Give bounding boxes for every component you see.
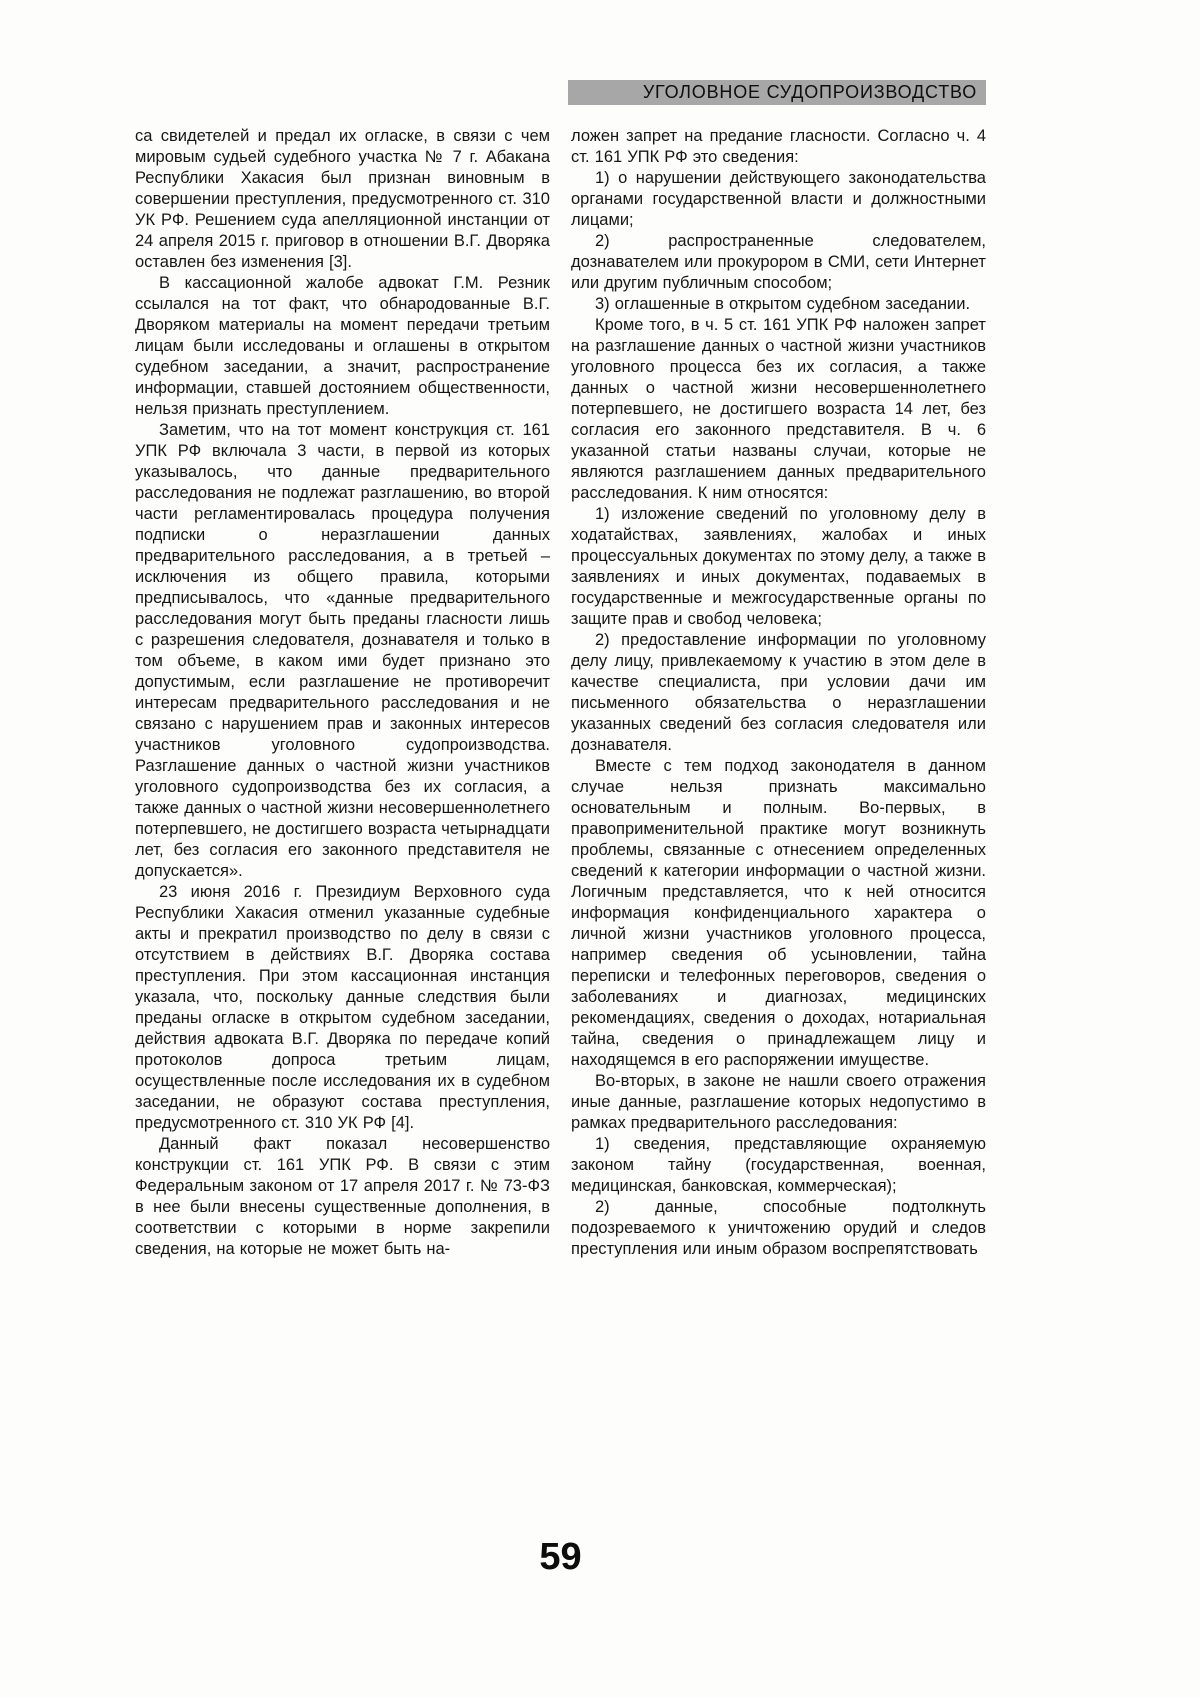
- right-column: [571, 126, 986, 1260]
- left-column: [135, 126, 550, 1260]
- text-columns: [135, 126, 986, 1260]
- paragraph: 2) предоставление информации по уголовному делу лицу, привлекаемому к участию в этом деле в качестве специалиста, при условии дачи им письменного обязательства о неразглашении указанных сведений без согласия следователя или дознавателя.: [571, 631, 986, 754]
- paragraph: Вместе с тем подход законодателя в данном случае нельзя признать максимально основательным и полным. Во-первых, в правоприменительной практике могут возникнуть проблемы, связанные с отнесением определенных сведений к категории информации о частной жизни. Логичным представляется, что к ней относится информация конфиденциального характера о личной жизни участников уголовного процесса, например сведения об усыновлении, тайна переписки и телефонных переговоров, сведения о заболеваниях и диагнозах, медицинских рекомендациях, сведения о доходах, нотариальная тайна, сведения о принадлежащем лицу и находящемся в его распоряжении имуществе.: [571, 757, 986, 1069]
- section-header-bar: [568, 80, 986, 105]
- paragraph: Данный факт показал несовершенство конструкции ст. 161 УПК РФ. В связи с этим Федеральным законом от 17 апреля 2017 г. № 73-ФЗ в нее были внесены существенные дополнения, в соответствии с которыми в норме закрепили сведения, на которые не может быть на-: [135, 1135, 550, 1258]
- paragraph: 2) распространенные следователем, дознавателем или прокурором в СМИ, сети Интернет или другим публичным способом;: [571, 232, 986, 292]
- paragraph: Заметим, что на тот момент конструкция ст. 161 УПК РФ включала 3 части, в первой из которых указывалось, что данные предварительного расследования не подлежат разглашению, во второй части регламентировалась процедура получения подписки о неразглашении данных предварительного расследования, а в третьей – исключения из общего правила, которыми предписывалось, что «данные предварительного расследования могут быть преданы гласности лишь с разрешения следователя, дознавателя и только в том объеме, в каком ими будет признано это допустимым, если разглашение не противоречит интересам предварительного расследования и не связано с нарушением прав и законных интересов участников уголовного судопроизводства. Разглашение данных о частной жизни участников уголовного судопроизводства без их согласия, а также данных о частной жизни несовершеннолетнего потерпевшего, не достигшего возраста четырнадцати лет, без согласия его законного представителя не допускается».: [135, 421, 550, 880]
- paragraph: 1) изложение сведений по уголовному делу в ходатайствах, заявлениях, жалобах и иных процессуальных документах по этому делу, а также в заявлениях и иных документах, подаваемых в государственные и межгосударственные органы по защите прав и свобод человека;: [571, 505, 986, 628]
- paragraph: 1) сведения, представляющие охраняемую законом тайну (государственная, военная, медицинская, банковская, коммерческая);: [571, 1135, 986, 1195]
- paragraph: са свидетелей и предал их огласке, в связи с чем мировым судьей судебного участка № 7 г. Абакана Республики Хакасия был признан виновным в совершении преступления, предусмотренного ст. 310 УК РФ. Решением суда апелляционной инстанции от 24 апреля 2015 г. приговор в отношении В.Г. Дворяка оставлен без изменения [3].: [135, 127, 550, 271]
- paragraph: 1) о нарушении действующего законодательства органами государственной власти и должностными лицами;: [571, 169, 986, 229]
- paragraph: 23 июня 2016 г. Президиум Верховного суда Республики Хакасия отменил указанные судебные акты и прекратил производство по делу в связи с отсутствием в действиях В.Г. Дворяка состава преступления. При этом кассационная инстанция указала, что, поскольку данные следствия были преданы огласке в открытом судебном заседании, действия адвоката В.Г. Дворяка по передаче копий протоколов допроса третьим лицам, осуществленные после исследования их в судебном заседании, не образуют состава преступления, предусмотренного ст. 310 УК РФ [4].: [135, 883, 550, 1132]
- paragraph: Во-вторых, в законе не нашли своего отражения иные данные, разглашение которых недопустимо в рамках предварительного расследования:: [571, 1072, 986, 1132]
- page-number: 59: [539, 1536, 582, 1578]
- paragraph: В кассационной жалобе адвокат Г.М. Резник ссылался на тот факт, что обнародованные В.Г. Дворяком материалы на момент передачи третьим лицам были исследованы и оглашены в открытом судебном заседании, а значит, распространение информации, ставшей достоянием общественности, нельзя признать преступлением.: [135, 274, 550, 418]
- paragraph: 3) оглашенные в открытом судебном заседании.: [595, 295, 971, 313]
- paragraph: 2) данные, способные подтолкнуть подозреваемого к уничтожению орудий и следов преступления или иным образом воспрепятствовать: [571, 1198, 986, 1258]
- section-header-title: УГОЛОВНОЕ СУДОПРОИЗВОДСТВО: [642, 82, 977, 102]
- paragraph: ложен запрет на предание гласности. Согласно ч. 4 ст. 161 УПК РФ это сведения:: [571, 127, 986, 166]
- paragraph: Кроме того, в ч. 5 ст. 161 УПК РФ наложен запрет на разглашение данных о частной жизни участников уголовного процесса без их согласия, а также данных о частной жизни несовершеннолетнего потерпевшего, не достигшего возраста 14 лет, без согласия его законного представителя. В ч. 6 указанной статьи названы случаи, которые не являются разглашением данных предварительного расследования. К ним относятся:: [571, 316, 986, 502]
